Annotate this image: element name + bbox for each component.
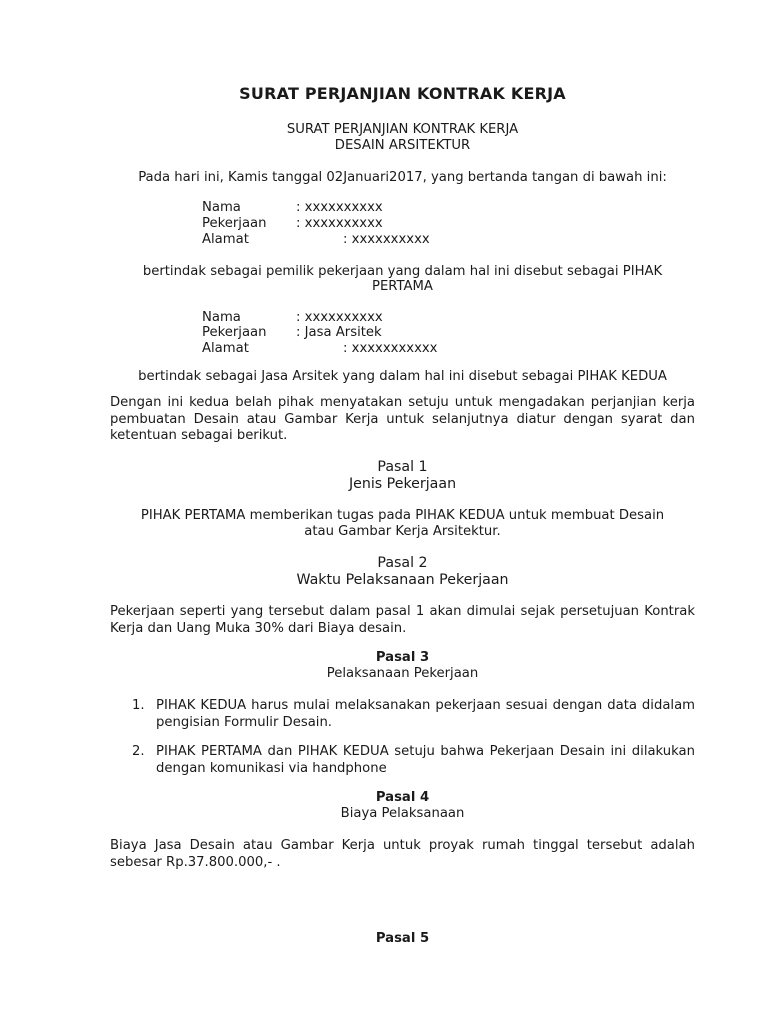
pasal4-body: Biaya Jasa Desain atau Gambar Kerja untuk proyak rumah tinggal tersebut adalah sebesar Rp.37.800.000,- . bbox=[110, 838, 695, 870]
pasal1-body-line-2: atau Gambar Kerja Arsitektur. bbox=[304, 524, 501, 539]
party1-name-label: Nama bbox=[202, 200, 241, 215]
party2-name-value: : xxxxxxxxxx bbox=[296, 310, 383, 325]
pasal2-heading: Waktu Pelaksanaan Pekerjaan bbox=[296, 572, 509, 588]
list-item-number: 1. bbox=[132, 698, 145, 713]
pasal2-body: Pekerjaan seperti yang tersebut dalam pasal 1 akan dimulai sejak persetujuan Kontrak Kerja dan Uang Muka 30% dari Biaya desain. bbox=[110, 604, 695, 636]
subtitle-line-1: SURAT PERJANJIAN KONTRAK KERJA bbox=[286, 122, 519, 137]
list-item-number: 2. bbox=[132, 744, 145, 759]
pasal1-body-line-1: PIHAK PERTAMA memberikan tugas pada PIHAK KEDUA untuk membuat Desain bbox=[140, 508, 665, 523]
pasal1-heading: Jenis Pekerjaan bbox=[348, 476, 457, 492]
party1-address-label: Alamat bbox=[202, 232, 249, 247]
party2-job-row bbox=[202, 325, 382, 342]
party1-address-row bbox=[202, 232, 430, 249]
party1-address-value: : xxxxxxxxxx bbox=[343, 232, 430, 247]
pasal4-heading: Biaya Pelaksanaan bbox=[340, 806, 465, 821]
pasal3-heading: Pelaksanaan Pekerjaan bbox=[326, 666, 479, 681]
list-item-text: PIHAK PERTAMA dan PIHAK KEDUA setuju bahwa Pekerjaan Desain ini dilakukan dengan komunikasi via handphone bbox=[156, 744, 695, 776]
party1-name-row bbox=[202, 200, 383, 217]
party1-job-value: : xxxxxxxxxx bbox=[296, 216, 383, 231]
party1-role-line-1: bertindak sebagai pemilik pekerjaan yang dalam hal ini disebut sebagai PIHAK bbox=[142, 264, 663, 279]
party2-role: bertindak sebagai Jasa Arsitek yang dalam hal ini disebut sebagai PIHAK KEDUA bbox=[138, 369, 667, 384]
opening-paragraph: Pada hari ini, Kamis tanggal 02Januari2017, yang bertanda tangan di bawah ini: bbox=[138, 170, 667, 185]
pasal3-number: Pasal 3 bbox=[375, 650, 430, 665]
subtitle-line-2: DESAIN ARSITEKTUR bbox=[334, 138, 471, 153]
party1-job-row bbox=[202, 216, 383, 233]
party2-address-value: : xxxxxxxxxxx bbox=[343, 341, 438, 356]
pasal5-number: Pasal 5 bbox=[375, 931, 430, 946]
party2-job-label: Pekerjaan bbox=[202, 325, 267, 340]
party1-name-value: : xxxxxxxxxx bbox=[296, 200, 383, 215]
agreement-paragraph: Dengan ini kedua belah pihak menyatakan setuju untuk mengadakan perjanjian kerja pembuatan Desain atau Gambar Kerja untuk selanjutnya diatur dengan syarat dan ketentuan sebagai berikut. bbox=[110, 395, 695, 443]
party2-job-value: : Jasa Arsitek bbox=[296, 325, 382, 340]
pasal1-number: Pasal 1 bbox=[377, 459, 428, 475]
pasal2-number: Pasal 2 bbox=[377, 555, 428, 571]
pasal4-number: Pasal 4 bbox=[375, 790, 430, 805]
list-item-text: PIHAK KEDUA harus mulai melaksanakan pekerjaan sesuai dengan data didalam pengisian Formulir Desain. bbox=[156, 698, 695, 730]
party1-job-label: Pekerjaan bbox=[202, 216, 267, 231]
party2-name-label: Nama bbox=[202, 310, 241, 325]
document-title: SURAT PERJANJIAN KONTRAK KERJA bbox=[239, 84, 566, 103]
party1-role-line-2: PERTAMA bbox=[372, 279, 433, 294]
party2-address-row bbox=[202, 341, 437, 358]
party2-address-label: Alamat bbox=[202, 341, 249, 356]
